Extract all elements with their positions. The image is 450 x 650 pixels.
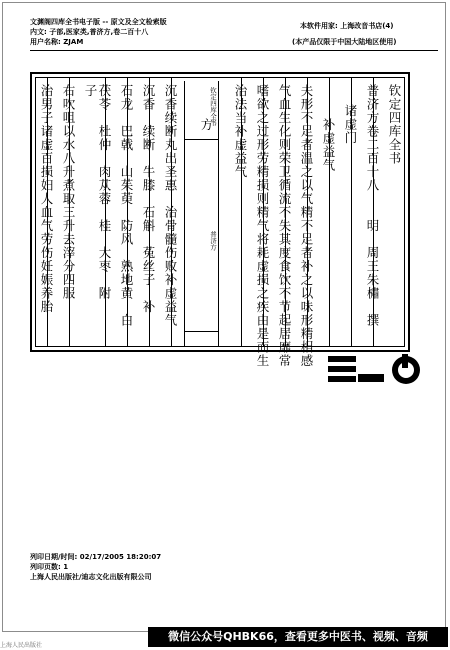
column-rule bbox=[285, 78, 286, 346]
banner-book-name: 普济方 bbox=[209, 231, 217, 251]
fishtail-mark bbox=[185, 139, 218, 140]
cropped-footer-text: 上海人民出版社 bbox=[0, 642, 43, 649]
text-column: 右吹咀以水八升煮取三升去滓分四服 bbox=[61, 84, 76, 300]
text-column: 钦定四库全书 bbox=[387, 84, 402, 165]
text-column: 补虚益气 bbox=[321, 118, 336, 172]
column-rule bbox=[329, 78, 330, 346]
header-rule bbox=[30, 50, 438, 51]
header-user: 用户名称: ZJAM bbox=[30, 38, 84, 46]
text-column: 子 bbox=[83, 84, 98, 98]
column-rule bbox=[171, 78, 172, 346]
text-column: 嗜欲之过形劳精损则精气将耗虚损之疾由是而生 bbox=[255, 84, 270, 368]
text-column: 方 bbox=[199, 118, 214, 132]
text-column: 诸虚门 bbox=[343, 104, 358, 145]
column-rule bbox=[263, 78, 264, 346]
header-title: 文渊阁四库全书电子版 -- 原文及全文检索版 bbox=[30, 18, 167, 26]
text-column: 茯苓 杜仲 肉苁蓉 桂 大枣 附 bbox=[97, 84, 112, 300]
text-inner-frame bbox=[35, 77, 405, 368]
column-rule bbox=[351, 78, 352, 346]
print-pages: 列印页数: 1 bbox=[30, 563, 69, 571]
text-column: 普济方卷二百十八 明 周王朱橚 撰 bbox=[365, 84, 380, 327]
text-column: 治法当补虚益气 bbox=[233, 84, 248, 179]
fishtail-mark bbox=[185, 331, 218, 332]
column-rule bbox=[69, 78, 70, 346]
header-section: 内文: 子部,医家类,普济方,卷二百十八 bbox=[30, 28, 149, 36]
column-rule bbox=[373, 78, 374, 346]
column-rule bbox=[127, 78, 128, 346]
banner-title: 钦定四库全书 bbox=[209, 87, 217, 126]
header-region-note: (本产品仅限于中国大陆地区使用) bbox=[292, 38, 397, 46]
text-column: 石龙 巴戟 山茱萸 防风 熟地黄 白 bbox=[119, 84, 134, 327]
column-rule bbox=[307, 78, 308, 346]
publisher-name: 上海人民出版社/迪志文化出版有限公司 bbox=[30, 573, 152, 581]
text-column: 夫形不足者温之以气精不足者补之以味形精相感 bbox=[299, 84, 314, 368]
text-column: 气血生化则荣卫循流不失其度食饮不节起居靡常 bbox=[277, 84, 292, 368]
header-licensee: 本软件用家: 上海改音书店(4) bbox=[300, 22, 394, 30]
ad-banner[interactable]: 微信公众号QHBK66，查看更多中医书、视频、音频 bbox=[148, 627, 448, 647]
print-date: 列印日期/时间: 02/17/2005 18:20:07 bbox=[30, 553, 162, 561]
column-rule bbox=[47, 78, 48, 346]
publisher-logo bbox=[328, 352, 424, 388]
text-column: 治男子诸虚百损妇人血气劳伤妊娠养胎 bbox=[39, 84, 54, 314]
column-rule bbox=[105, 78, 106, 346]
column-rule bbox=[149, 78, 150, 346]
text-column: 沉香 续断 牛膝 石斛 菟丝子 补 bbox=[141, 84, 156, 314]
text-column: 沉香续断丸出圣惠 治骨髓伤败补虚益气 bbox=[163, 84, 178, 327]
column-rule bbox=[241, 78, 242, 346]
text-frame bbox=[30, 72, 410, 368]
